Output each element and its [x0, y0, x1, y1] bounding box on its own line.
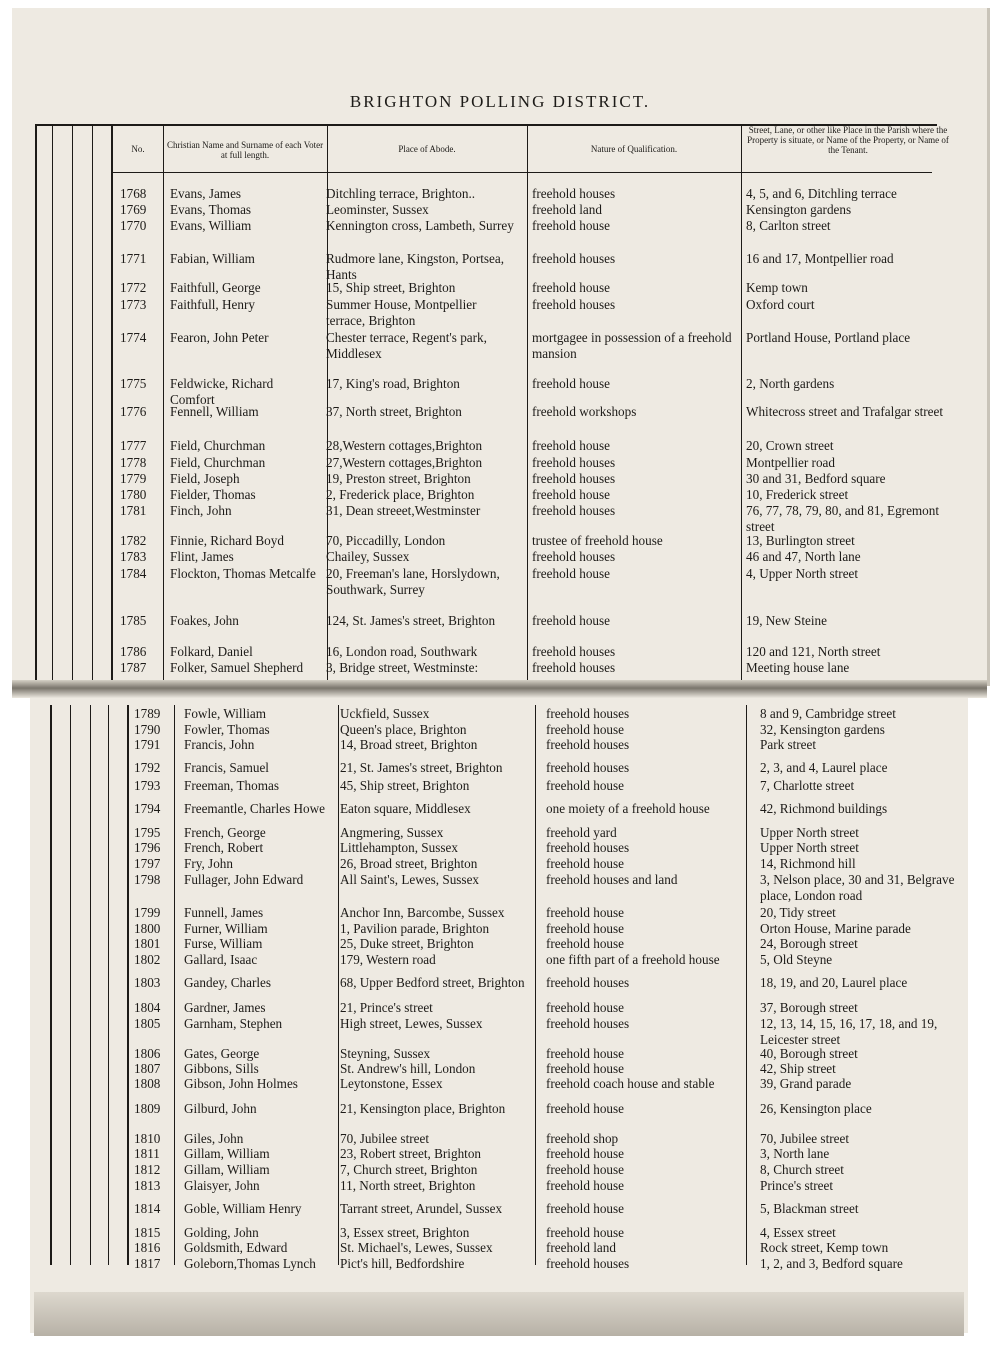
entry-street: 46 and 47, North lane [746, 549, 861, 564]
column-rule [35, 124, 37, 680]
entry-qualification: freehold houses [532, 455, 616, 470]
entry-name: French, George [184, 825, 266, 840]
entry-street: 26, Kensington place [760, 1101, 872, 1116]
entry-no: 1795 [134, 825, 161, 840]
entry-qualification: freehold house [546, 1178, 624, 1193]
header-street: Street, Lane, or other like Place in the Parish where the Property is situate, or Name of the Property, or Name of the Tenant. [747, 125, 949, 155]
entry-name: Field, Churchman [170, 438, 266, 453]
entry-qualification: freehold house [546, 778, 624, 793]
entry-street: 1, 2, and 3, Bedford square [760, 1256, 903, 1271]
entry-qualification: freehold land [546, 1240, 616, 1255]
entry-no: 1777 [120, 438, 147, 453]
entry-qualification: freehold houses [546, 737, 630, 752]
entry-qualification: freehold yard [546, 825, 617, 840]
entry-abode: Chailey, Sussex [326, 549, 410, 564]
entry-no: 1796 [134, 840, 161, 855]
entry-abode: 37, North street, Brighton [326, 404, 462, 419]
entry-abode: St. Michael's, Lewes, Sussex [340, 1240, 493, 1255]
entry-street: Meeting house lane [746, 660, 850, 675]
entry-street: Prince's street [760, 1178, 834, 1193]
column-rule [70, 705, 71, 1265]
entry-qualification: freehold house [532, 280, 610, 295]
entry-abode: 3, Bridge street, Westminste: [326, 660, 479, 675]
entry-abode: 20, Freeman's lane, Horslydown, Southwark, Surrey [326, 566, 500, 597]
entry-no: 1779 [120, 471, 147, 486]
entry-street: 8 and 9, Cambridge street [760, 706, 896, 721]
entry-abode: 25, Duke street, Brighton [340, 936, 474, 951]
entry-abode: Leominster, Sussex [326, 202, 429, 217]
entry-name: Furner, William [184, 921, 268, 936]
entry-street: 18, 19, and 20, Laurel place [760, 975, 908, 990]
entry-qualification: freehold house [546, 1061, 624, 1076]
entry-name: Fielder, Thomas [170, 487, 256, 502]
column-rule [535, 705, 536, 1265]
entry-name: Furse, William [184, 936, 263, 951]
entry-street: 39, Grand parade [760, 1076, 852, 1091]
entry-abode: 17, King's road, Brighton [326, 376, 460, 391]
header-no: No. [131, 144, 145, 154]
entry-abode: Ditchling terrace, Brighton.. [326, 186, 476, 201]
entry-abode: 26, Broad street, Brighton [340, 856, 478, 871]
entry-street: 120 and 121, North street [746, 644, 881, 659]
entry-name: Gardner, James [184, 1000, 266, 1015]
entry-street: 4, Essex street [760, 1225, 836, 1240]
entry-name: Giles, John [184, 1131, 244, 1146]
entry-no: 1813 [134, 1178, 161, 1193]
entry-abode: 68, Upper Bedford street, Brighton [340, 975, 525, 990]
entry-qualification: freehold house [546, 1046, 624, 1061]
entry-street: 42, Ship street [760, 1061, 836, 1076]
entry-street: Kensington gardens [746, 202, 852, 217]
entry-street: 5, Blackman street [760, 1201, 859, 1216]
entry-name: Fearon, John Peter [170, 330, 269, 345]
entry-street: 40, Borough street [760, 1046, 858, 1061]
entry-abode: 19, Preston street, Brighton [326, 471, 471, 486]
entry-qualification: freehold houses [546, 760, 630, 775]
entry-name: Folkard, Daniel [170, 644, 253, 659]
entry-name: Goble, William Henry [184, 1201, 302, 1216]
entry-name: Fowle, William [184, 706, 267, 721]
entry-abode: Anchor Inn, Barcombe, Sussex [340, 905, 505, 920]
entry-no: 1816 [134, 1240, 161, 1255]
entry-qualification: freehold shop [546, 1131, 619, 1146]
entry-qualification: freehold house [546, 1146, 624, 1161]
entry-name: Fullager, John Edward [184, 872, 304, 887]
entry-no: 1787 [120, 660, 147, 675]
entry-abode: 179, Western road [340, 952, 436, 967]
entry-abode: 7, Church street, Brighton [340, 1162, 478, 1177]
entry-qualification: freehold land [532, 202, 602, 217]
entry-qualification: freehold houses [546, 840, 630, 855]
entry-no: 1775 [120, 376, 147, 391]
column-rule [50, 705, 52, 1265]
entry-no: 1784 [120, 566, 147, 581]
entry-abode: Rudmore lane, Kingston, Portsea, Hants [326, 251, 505, 282]
entry-street: 19, New Steine [746, 613, 827, 628]
entry-name: Feldwicke, Richard Comfort [170, 376, 274, 407]
entry-name: Folker, Samuel Shepherd [170, 660, 304, 675]
entry-abode: 28,Western cottages,Brighton [326, 438, 483, 453]
entry-qualification: freehold houses [546, 1256, 630, 1271]
header-abode: Place of Abode. [398, 144, 456, 154]
entry-name: Evans, Thomas [170, 202, 252, 217]
entry-no: 1772 [120, 280, 147, 295]
entry-name: Gillam, William [184, 1146, 270, 1161]
entry-abode: Chester terrace, Regent's park, Middlesex [326, 330, 487, 361]
entry-street: 4, 5, and 6, Ditchling terrace [746, 186, 897, 201]
entry-name: Gates, George [184, 1046, 260, 1061]
entry-qualification: freehold houses [532, 297, 616, 312]
entry-qualification: freehold house [546, 1000, 624, 1015]
entry-qualification: freehold houses [546, 975, 630, 990]
entry-street: Montpellier road [746, 455, 835, 470]
entry-qualification: freehold house [546, 1101, 624, 1116]
entry-no: 1789 [134, 706, 161, 721]
column-rule [174, 705, 175, 1265]
entry-street: Whitecross street and Trafalgar street [746, 404, 944, 419]
entry-no: 1800 [134, 921, 161, 936]
entry-no: 1774 [120, 330, 147, 345]
entry-abode: Summer House, Montpellier terrace, Brighton [326, 297, 477, 328]
entry-street: 4, Upper North street [746, 566, 859, 581]
entry-street: 3, North lane [760, 1146, 830, 1161]
entry-no: 1798 [134, 872, 161, 887]
column-rule [127, 705, 129, 1265]
entry-name: Fowler, Thomas [184, 722, 270, 737]
header-bottom-rule [112, 172, 932, 173]
entry-name: Gandey, Charles [184, 975, 272, 990]
entry-qualification: freehold house [532, 218, 610, 233]
column-rule [527, 124, 528, 680]
entry-abode: 27,Western cottages,Brighton [326, 455, 483, 470]
entry-abode: All Saint's, Lewes, Sussex [340, 872, 480, 887]
entry-name: Field, Churchman [170, 455, 266, 470]
header-name: Christian Name and Surname of each Voter at full length. [166, 140, 324, 160]
entry-qualification: trustee of freehold house [532, 533, 663, 548]
entry-qualification: freehold house [546, 1162, 624, 1177]
entry-no: 1771 [120, 251, 147, 266]
entry-no: 1791 [134, 737, 161, 752]
entry-name: Freemantle, Charles Howe [184, 801, 325, 816]
entry-no: 1803 [134, 975, 161, 990]
entry-abode: Tarrant street, Arundel, Sussex [340, 1201, 503, 1216]
entry-qualification: freehold houses [546, 1016, 630, 1031]
entry-name: Garnham, Stephen [184, 1016, 283, 1031]
entry-name: Gallard, Isaac [184, 952, 258, 967]
column-rule [741, 124, 742, 680]
entry-street: 8, Church street [760, 1162, 844, 1177]
entry-no: 1793 [134, 778, 161, 793]
entry-name: Goldsmith, Edward [184, 1240, 288, 1255]
entry-abode: Eaton square, Middlesex [340, 801, 471, 816]
entry-abode: St. Andrew's hill, London [340, 1061, 476, 1076]
entry-qualification: freehold houses [546, 706, 630, 721]
page-title: BRIGHTON POLLING DISTRICT. [349, 92, 651, 111]
entry-abode: Littlehampton, Sussex [340, 840, 458, 855]
entry-name: Finnie, Richard Boyd [170, 533, 284, 548]
entry-no: 1782 [120, 533, 147, 548]
entry-no: 1801 [134, 936, 161, 951]
entry-street: 2, 3, and 4, Laurel place [760, 760, 888, 775]
entry-qualification: freehold house [532, 613, 610, 628]
entry-name: Funnell, James [184, 905, 264, 920]
entry-street: 12, 13, 14, 15, 16, 17, 18, and 19, Leicester street [760, 1016, 938, 1047]
entry-no: 1812 [134, 1162, 161, 1177]
entry-abode: 21, St. James's street, Brighton [340, 760, 503, 775]
entry-abode: 15, Ship street, Brighton [326, 280, 456, 295]
entry-name: Golding, John [184, 1225, 259, 1240]
entry-qualification: one moiety of a freehold house [546, 801, 710, 816]
entry-abode: 31, Dean streeet,Westminster [326, 503, 481, 518]
entry-street: 20, Crown street [746, 438, 834, 453]
entry-qualification: freehold house [546, 722, 624, 737]
entry-street: Upper North street [760, 840, 859, 855]
column-rule [92, 124, 93, 680]
entry-qualification: freehold house [532, 376, 610, 391]
entry-street: 32, Kensington gardens [760, 722, 885, 737]
entry-abode: Kennington cross, Lambeth, Surrey [326, 218, 514, 233]
entry-abode: Uckfield, Sussex [340, 706, 430, 721]
entry-no: 1809 [134, 1101, 161, 1116]
page-stack-edge [34, 1292, 964, 1336]
entry-abode: 45, Ship street, Brighton [340, 778, 470, 793]
entry-name: Gillam, William [184, 1162, 270, 1177]
entry-street: 5, Old Steyne [760, 952, 833, 967]
entry-no: 1805 [134, 1016, 161, 1031]
entry-no: 1814 [134, 1201, 161, 1216]
entry-name: Gilburd, John [184, 1101, 257, 1116]
entry-abode: Steyning, Sussex [340, 1046, 431, 1061]
entry-abode: 70, Jubilee street [340, 1131, 429, 1146]
entry-street: 16 and 17, Montpellier road [746, 251, 894, 266]
entry-street: Kemp town [746, 280, 808, 295]
entry-qualification: freehold houses [532, 660, 616, 675]
entry-name: Evans, James [170, 186, 242, 201]
entry-name: Foakes, John [170, 613, 239, 628]
entry-name: Flint, James [170, 549, 234, 564]
entry-no: 1770 [120, 218, 147, 233]
entry-street: 76, 77, 78, 79, 80, and 81, Egremont street [746, 503, 940, 534]
entry-abode: 23, Robert street, Brighton [340, 1146, 482, 1161]
entry-name: Fry, John [184, 856, 233, 871]
entry-no: 1794 [134, 801, 161, 816]
column-rule [108, 705, 109, 1265]
entry-abode: 16, London road, Southwark [326, 644, 478, 659]
book-gutter [12, 680, 987, 698]
entry-no: 1783 [120, 549, 147, 564]
entry-name: Francis, John [184, 737, 255, 752]
entry-no: 1808 [134, 1076, 161, 1091]
entry-abode: 11, North street, Brighton [340, 1178, 476, 1193]
entry-qualification: freehold house [546, 856, 624, 871]
entry-no: 1790 [134, 722, 161, 737]
entry-name: Gibson, John Holmes [184, 1076, 298, 1091]
entry-abode: 21, Prince's street [340, 1000, 433, 1015]
entry-qualification: freehold house [532, 487, 610, 502]
column-rule [52, 124, 53, 680]
entry-street: 8, Carlton street [746, 218, 831, 233]
entry-qualification: freehold houses [532, 186, 616, 201]
entry-qualification: freehold houses and land [546, 872, 678, 887]
entry-qualification: freehold house [546, 905, 624, 920]
entry-abode: 124, St. James's street, Brighton [326, 613, 496, 628]
entry-no: 1792 [134, 760, 161, 775]
entry-abode: Angmering, Sussex [340, 825, 444, 840]
entry-no: 1786 [120, 644, 147, 659]
entry-no: 1785 [120, 613, 147, 628]
entry-qualification: freehold houses [532, 549, 616, 564]
entry-no: 1778 [120, 455, 147, 470]
entry-name: Freeman, Thomas [184, 778, 279, 793]
entry-qualification: freehold houses [532, 644, 616, 659]
entry-no: 1804 [134, 1000, 161, 1015]
entry-abode: Leytonstone, Essex [340, 1076, 443, 1091]
entry-name: Goleborn,Thomas Lynch [184, 1256, 316, 1271]
entry-name: Fabian, William [170, 251, 255, 266]
entry-street: 7, Charlotte street [760, 778, 855, 793]
entry-street: 20, Tidy street [760, 905, 836, 920]
column-rule [111, 124, 113, 680]
entry-qualification: freehold house [532, 566, 610, 581]
entry-street: 37, Borough street [760, 1000, 858, 1015]
entry-name: Evans, William [170, 218, 252, 233]
entry-no: 1781 [120, 503, 147, 518]
entry-street: 24, Borough street [760, 936, 858, 951]
column-rule [163, 124, 164, 680]
entry-qualification: freehold workshops [532, 404, 637, 419]
entry-qualification: freehold house [546, 936, 624, 951]
entry-name: Faithfull, George [170, 280, 261, 295]
entry-street: 70, Jubilee street [760, 1131, 849, 1146]
entry-no: 1810 [134, 1131, 161, 1146]
entry-no: 1780 [120, 487, 147, 502]
entry-qualification: freehold house [546, 921, 624, 936]
entry-no: 1797 [134, 856, 161, 871]
entry-qualification: freehold houses [532, 251, 616, 266]
column-rule [338, 705, 339, 1265]
entry-no: 1773 [120, 297, 147, 312]
entry-street: Portland House, Portland place [746, 330, 911, 345]
entry-name: Glaisyer, John [184, 1178, 260, 1193]
entry-qualification: freehold houses [532, 503, 616, 518]
entry-no: 1815 [134, 1225, 161, 1240]
entry-street: Park street [760, 737, 817, 752]
entry-name: Finch, John [170, 503, 232, 518]
entry-street: 42, Richmond buildings [760, 801, 888, 816]
header-qualification: Nature of Qualification. [590, 144, 678, 154]
entry-qualification: freehold house [546, 1201, 624, 1216]
entry-no: 1799 [134, 905, 161, 920]
entry-name: Gibbons, Sills [184, 1061, 259, 1076]
entry-name: Francis, Samuel [184, 760, 269, 775]
entry-no: 1806 [134, 1046, 161, 1061]
entry-no: 1802 [134, 952, 161, 967]
entry-qualification: mortgagee in possession of a freehold mansion [532, 330, 732, 361]
entry-street: 13, Burlington street [746, 533, 855, 548]
entry-name: Fennell, William [170, 404, 259, 419]
entry-street: Rock street, Kemp town [760, 1240, 889, 1255]
entry-name: Flockton, Thomas Metcalfe [170, 566, 316, 581]
column-rule [72, 124, 73, 680]
entry-abode: 3, Essex street, Brighton [340, 1225, 470, 1240]
entry-street: 3, Nelson place, 30 and 31, Belgrave place, London road [760, 872, 955, 903]
entry-qualification: freehold houses [532, 471, 616, 486]
entry-qualification: freehold house [532, 438, 610, 453]
entry-abode: 70, Piccadilly, London [326, 533, 446, 548]
entry-abode: High street, Lewes, Sussex [340, 1016, 483, 1031]
entry-name: French, Robert [184, 840, 264, 855]
entry-no: 1811 [134, 1146, 160, 1161]
entry-street: Oxford court [746, 297, 815, 312]
entry-no: 1807 [134, 1061, 161, 1076]
entry-qualification: freehold coach house and stable [546, 1076, 715, 1091]
entry-abode: 2, Frederick place, Brighton [326, 487, 475, 502]
entry-street: 14, Richmond hill [760, 856, 856, 871]
entry-name: Faithfull, Henry [170, 297, 255, 312]
entry-abode: 14, Broad street, Brighton [340, 737, 478, 752]
entry-no: 1769 [120, 202, 147, 217]
entry-abode: Pict's hill, Bedfordshire [340, 1256, 465, 1271]
entry-name: Field, Joseph [170, 471, 240, 486]
column-rule [90, 705, 91, 1265]
entry-street: 2, North gardens [746, 376, 835, 391]
entry-no: 1817 [134, 1256, 161, 1271]
entry-street: 10, Frederick street [746, 487, 849, 502]
entry-abode: 1, Pavilion parade, Brighton [340, 921, 490, 936]
entry-street: 30 and 31, Bedford square [746, 471, 886, 486]
entry-abode: Queen's place, Brighton [340, 722, 467, 737]
entry-no: 1768 [120, 186, 147, 201]
entry-abode: 21, Kensington place, Brighton [340, 1101, 506, 1116]
entry-no: 1776 [120, 404, 147, 419]
entry-street: Upper North street [760, 825, 859, 840]
entry-qualification: one fifth part of a freehold house [546, 952, 720, 967]
entry-street: Orton House, Marine parade [760, 921, 911, 936]
entry-qualification: freehold house [546, 1225, 624, 1240]
